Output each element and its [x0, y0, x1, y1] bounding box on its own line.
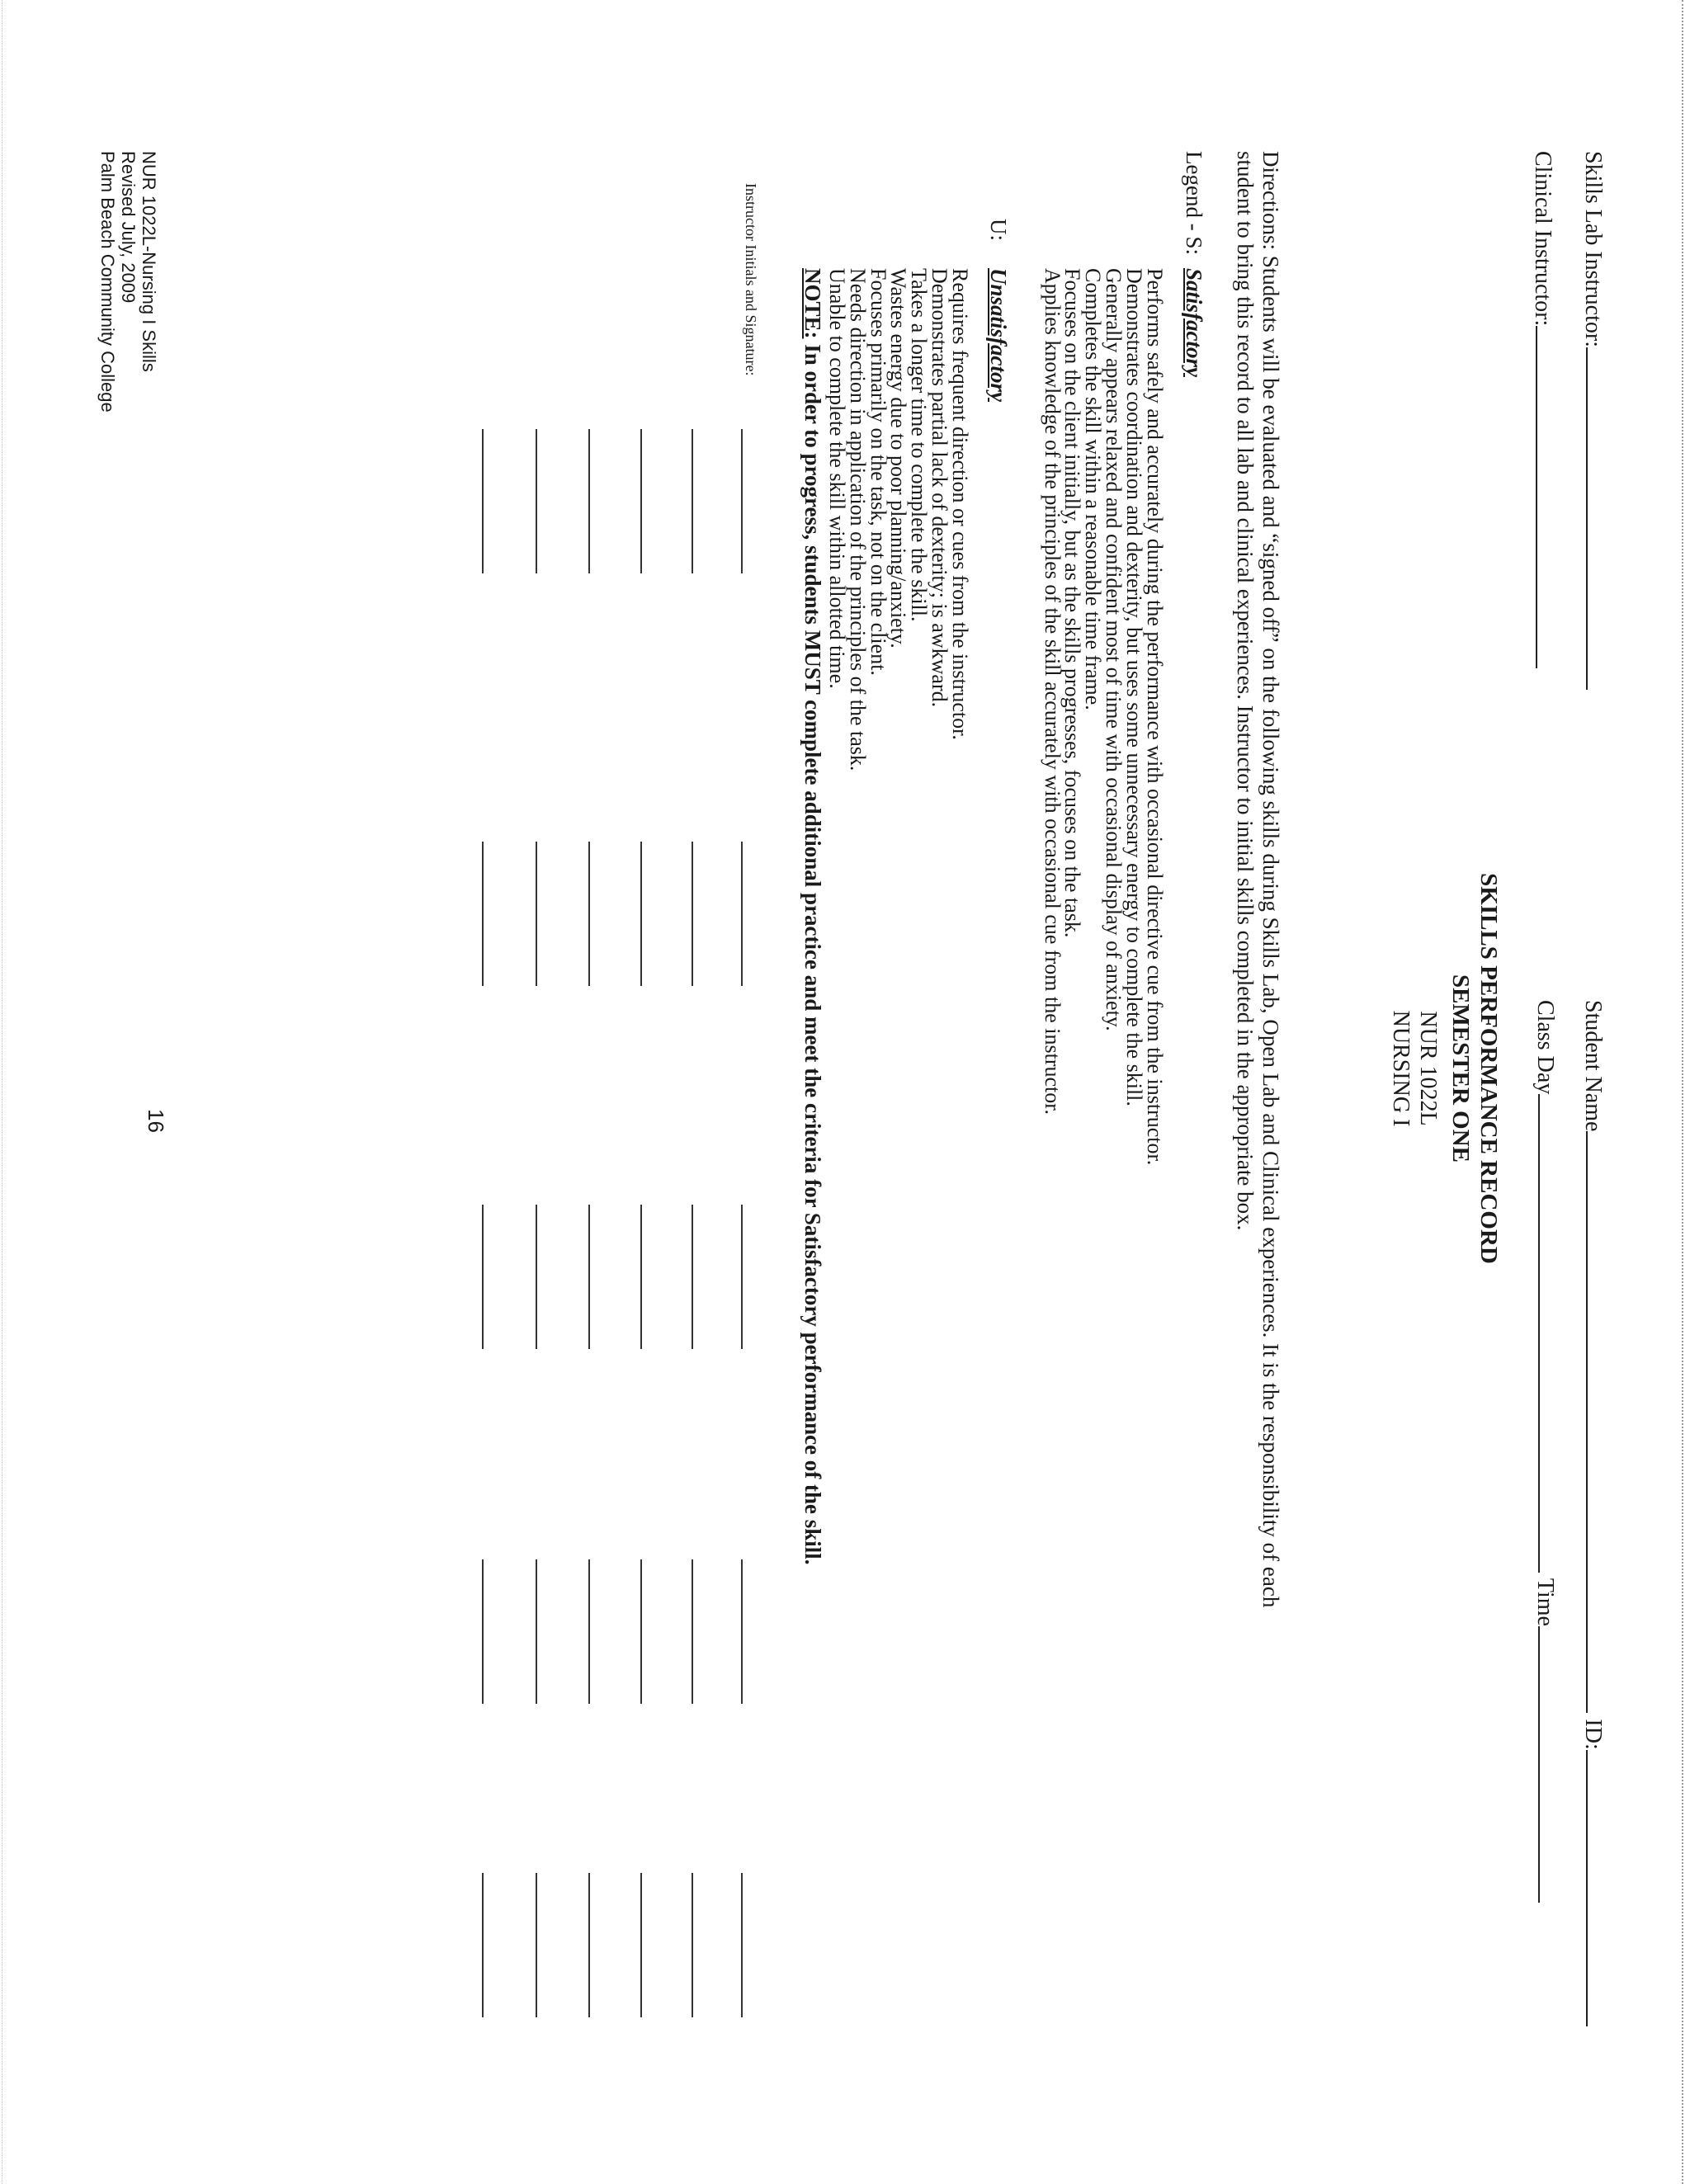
id-label: ID: — [1580, 1719, 1606, 1750]
unsatisfactory-item: Requires frequent direction or cues from the instructor. — [948, 268, 972, 740]
signature-line[interactable] — [741, 429, 743, 573]
signature-line[interactable] — [482, 842, 484, 986]
signature-line[interactable] — [588, 842, 590, 986]
signature-line[interactable] — [640, 842, 642, 986]
signature-line[interactable] — [640, 1559, 642, 1704]
signature-line[interactable] — [692, 1559, 693, 1704]
signature-line[interactable] — [588, 1559, 590, 1704]
note-text: In order to progress, students MUST complete additional practice and meet the criteria for Satisfactory performance of the skill. — [800, 338, 825, 1565]
page-title: SKILLS PERFORMANCE RECORD — [1475, 873, 1502, 1264]
signature-line[interactable] — [482, 1873, 484, 2017]
signature-line[interactable] — [692, 429, 693, 573]
signature-line[interactable] — [588, 429, 590, 573]
unsatisfactory-item: Needs direction in application of the principles of the task. — [846, 268, 870, 771]
satisfactory-item: Focuses on the client initially, but as the skills progresses, focuses on the task. — [1060, 268, 1084, 938]
directions-line-1: Directions: Students will be evaluated and “signed off” on the following skills during Skills Lab, Open Lab and Clinical experiences. It is the responsibility of each — [1258, 151, 1283, 1608]
clinical-instructor-label: Clinical Instructor: — [1530, 151, 1555, 327]
signature-line[interactable] — [482, 1559, 484, 1704]
unsatisfactory-heading: Unsatisfactory — [986, 268, 1011, 402]
signature-line[interactable] — [536, 1559, 537, 1704]
page-number: 16 — [144, 1109, 168, 1133]
unsatisfactory-item: Unable to complete the skill within allotted time. — [825, 268, 849, 689]
satisfactory-item: Performs safely and accurately during the performance with occasional directive cue from the instructor. — [1143, 268, 1167, 1166]
course-code: NUR 1022L — [1415, 1011, 1441, 1126]
class-day-field — [1532, 1000, 1561, 1903]
signature-line[interactable] — [482, 1205, 484, 1349]
signature-line[interactable] — [741, 1873, 743, 2017]
signature-line[interactable] — [692, 842, 693, 986]
note-label: NOTE: — [800, 268, 825, 339]
satisfactory-item: Completes the skill within a reasonable time frame. — [1081, 268, 1105, 710]
id-blank[interactable] — [1586, 1750, 1609, 2026]
time-label: Time — [1532, 1578, 1558, 1626]
signature-line[interactable] — [588, 1873, 590, 2017]
signature-line[interactable] — [741, 1559, 743, 1704]
unsatisfactory-item: Demonstrates partial lack of dexterity; is awkward. — [928, 268, 951, 708]
skills-lab-instructor-label: Skills Lab Instructor: — [1580, 151, 1606, 347]
signature-line[interactable] — [741, 1205, 743, 1349]
skills-lab-instructor-blank[interactable] — [1586, 347, 1609, 690]
student-name-field — [1579, 1000, 1609, 2026]
unsatisfactory-item: Wastes energy due to poor planning/anxiety. — [886, 268, 910, 649]
student-name-label: Student Name — [1580, 1000, 1606, 1132]
satisfactory-heading: Satisfactory — [1182, 268, 1206, 377]
signature-line[interactable] — [536, 1873, 537, 2017]
class-day-blank[interactable] — [1538, 1094, 1561, 1573]
student-name-blank[interactable] — [1586, 1131, 1609, 1713]
legend-u-label: U: — [986, 219, 1011, 241]
satisfactory-item: Demonstrates coordination and dexterity, but uses some unnecessary energy to complete the skill. — [1122, 268, 1146, 1106]
class-day-label: Class Day — [1532, 1000, 1558, 1095]
signature-line[interactable] — [692, 1873, 693, 2017]
signature-line[interactable] — [640, 1205, 642, 1349]
signature-line[interactable] — [482, 429, 484, 573]
progress-note — [800, 268, 825, 1565]
signature-line[interactable] — [640, 1873, 642, 2017]
signature-line[interactable] — [692, 1205, 693, 1349]
signature-line[interactable] — [536, 842, 537, 986]
skills-lab-instructor-field — [1579, 151, 1609, 690]
signature-line[interactable] — [741, 842, 743, 986]
signature-line[interactable] — [536, 429, 537, 573]
clinical-instructor-blank[interactable] — [1536, 326, 1559, 668]
instructor-signature-label: Instructor Initials and Signature: — [743, 183, 759, 376]
footer-course: NUR 1022L-Nursing I Skills — [139, 151, 159, 372]
directions-line-2: student to bring this record to all lab and clinical experiences. Instructor to initial skills completed in the appropriate box. — [1233, 151, 1258, 1231]
signature-line[interactable] — [588, 1205, 590, 1349]
time-blank[interactable] — [1538, 1626, 1561, 1903]
legend-s-label: Legend - S: — [1182, 151, 1206, 255]
signature-line[interactable] — [536, 1205, 537, 1349]
unsatisfactory-item: Focuses primarily on the task, not on the client. — [866, 268, 890, 676]
satisfactory-item: Generally appears relaxed and confident most of time with occasional display of anxiety. — [1102, 268, 1126, 1031]
satisfactory-item: Applies knowledge of the principles of the skill accurately with occasional cue from the instructor. — [1041, 268, 1065, 1115]
signature-line[interactable] — [640, 429, 642, 573]
unsatisfactory-item: Takes a longer time to complete the skill. — [907, 268, 931, 622]
footer-revised: Revised July, 2009 — [118, 151, 139, 304]
course-name: NURSING I — [1388, 1010, 1414, 1127]
footer-college: Palm Beach Community College — [97, 151, 118, 413]
clinical-instructor-field — [1529, 151, 1559, 668]
semester-heading: SEMESTER ONE — [1447, 974, 1474, 1163]
